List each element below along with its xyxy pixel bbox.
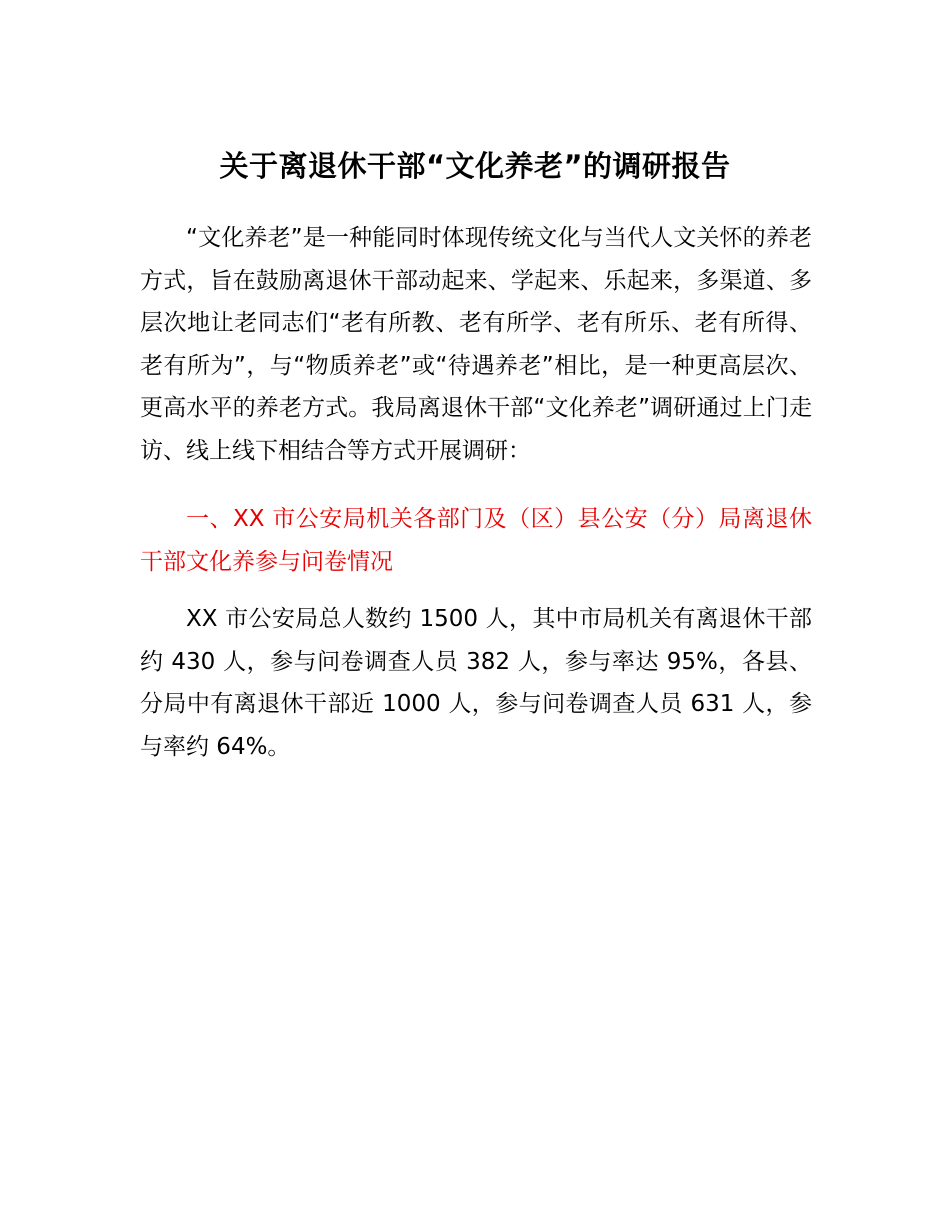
document-title: 关于离退休干部“文化养老”的调研报告 (219, 149, 731, 183)
intro-paragraph: “文化养老”是一种能同时体现传统文化与当代人文关怀的养老方式，旨在鼓励离退休干部动起来、学起来、乐起来，多渠道、多层次地让老同志们“老有所教、老有所学、老有所乐、老有所得、老有所为”，与“物质养老”或“待遇养老”相比，是一种更高层次、更高水平的养老方式。我局离退休干部“文化养老”调研通过上门走访、线上线下相结合等方式开展调研： (140, 225, 812, 464)
section-heading-1: 一、XX 市公安局机关各部门及（区）县公安（分）局离退休干部文化养参与问卷情况 (140, 506, 812, 575)
survey-statistics-paragraph: XX 市公安局总人数约 1500 人，其中市局机关有离退休干部约 430 人，参与问卷调查人员 382 人，参与率达 95%，各县、分局中有离退休干部近 1000 人，参与问卷调查人员 631 人，参与率约 64%。 (140, 606, 812, 760)
